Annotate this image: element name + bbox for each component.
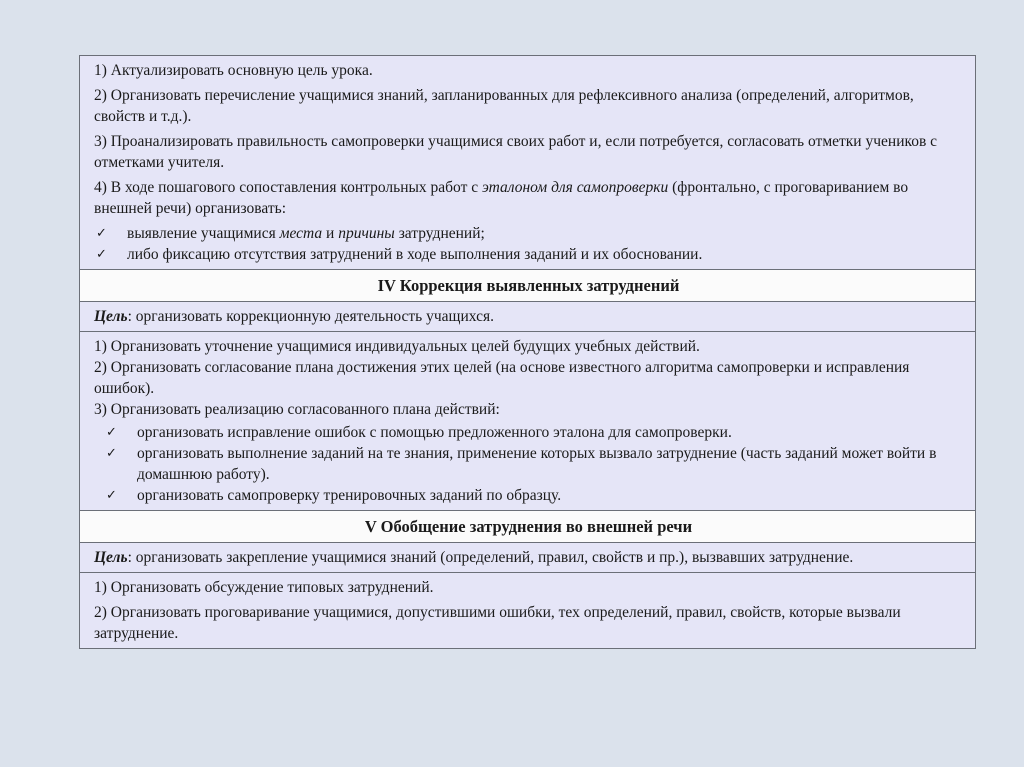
list-item: ✓ организовать выполнение заданий на те знания, применение которых вызвало затруднение (часть заданий может войти в домашнюю работу).: [106, 445, 937, 483]
section-5-goal: Цель: организовать закрепление учащимися знаний (определений, правил, свойств и пр.), вызвавших затруднение.: [80, 543, 976, 573]
checkmark-icon: ✓: [96, 247, 107, 262]
check-list: [94, 422, 963, 506]
section-5-steps-cell: [80, 573, 976, 649]
list-item: ✓ либо фиксацию отсутствия затруднений в ходе выполнения заданий и их обосновании.: [96, 246, 703, 263]
goal-label: Цель: [94, 549, 128, 566]
step-2: 2) Организовать проговаривание учащимися, допустившими ошибки, тех определений, правил, свойств, которые вызвали затруднение.: [94, 604, 901, 642]
step-3: 3) Организовать реализацию согласованного плана действий:: [94, 401, 500, 418]
step-2: 2) Организовать согласование плана достижения этих целей (на основе известного алгоритма самопроверки и исправления ошибок).: [94, 359, 910, 397]
check-list: [94, 223, 963, 265]
list-item: ✓ выявление учащимися места и причины затруднений;: [96, 225, 485, 242]
checkmark-icon: ✓: [106, 425, 117, 440]
lesson-plan-table: [79, 55, 976, 725]
section-5-title: V Обобщение затруднения во внешней речи: [80, 511, 976, 543]
checkmark-icon: ✓: [106, 446, 117, 461]
step-1: 1) Организовать уточнение учащимися индивидуальных целей будущих учебных действий.: [94, 338, 700, 355]
step-2: 2) Организовать перечисление учащимися знаний, запланированных для рефлексивного анализа (определений, алгоритмов, свойств и т.д.).: [94, 87, 914, 125]
step-1: 1) Организовать обсуждение типовых затруднений.: [94, 579, 434, 596]
checkmark-icon: ✓: [106, 488, 117, 503]
list-item: ✓ организовать самопроверку тренировочных заданий по образцу.: [106, 487, 562, 504]
step-4: 4) В ходе пошагового сопоставления контрольных работ с эталоном для самопроверки (фронтально, с проговариванием во внешней речи) организовать:: [94, 179, 909, 217]
step-3: 3) Проанализировать правильность самопроверки учащимися своих работ и, если потребуется, согласовать отметки учеников с отметками учителя.: [94, 133, 938, 171]
section-4-title: IV Коррекция выявленных затруднений: [80, 270, 976, 302]
section-4-goal: Цель: организовать коррекционную деятельность учащихся.: [80, 302, 976, 332]
goal-label: Цель: [94, 308, 128, 325]
section-4-steps-cell: [80, 332, 976, 511]
list-item: ✓ организовать исправление ошибок с помощью предложенного эталона для самопроверки.: [106, 424, 732, 441]
step-1: 1) Актуализировать основную цель урока.: [94, 62, 373, 79]
checkmark-icon: ✓: [96, 226, 107, 241]
reflection-steps-cell: [80, 56, 976, 270]
